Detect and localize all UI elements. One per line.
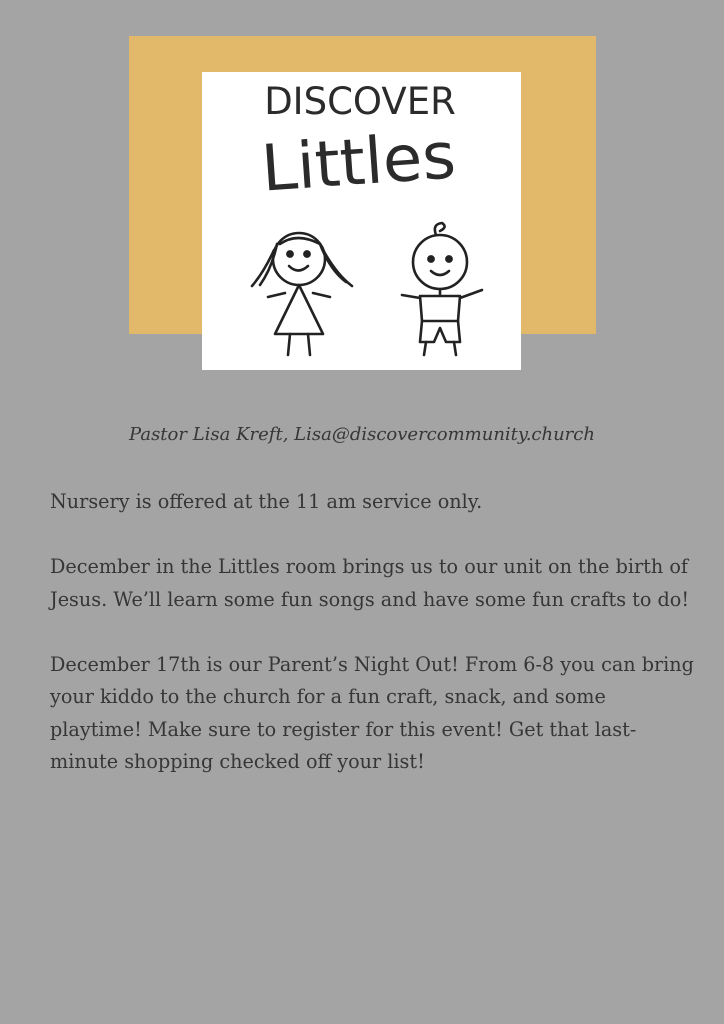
contact-line: Pastor Lisa Kreft, Lisa@discovercommunity.church <box>129 424 595 445</box>
logo-line1: DISCOVER <box>264 80 456 123</box>
logo-line2: Littles <box>259 119 458 207</box>
discover-littles-logo <box>202 72 521 370</box>
december-unit-paragraph: December in the Littles room brings us to our unit on the birth of Jesus. We’ll learn some fun songs and have some fun crafts to do! <box>50 555 690 611</box>
parents-night-out-paragraph: December 17th is our Parent’s Night Out! From 6-8 you can bring your kiddo to the church for a fun craft, snack, and some playtime! Make sure to register for this event! Get that last-minute shopping checked off your list! <box>50 652 694 773</box>
boy-figure-icon <box>402 223 482 355</box>
logo-artwork <box>202 72 521 370</box>
nursery-paragraph: Nursery is offered at the 11 am service only. <box>50 490 483 513</box>
announcement-body <box>50 486 700 811</box>
girl-figure-icon <box>252 233 352 355</box>
